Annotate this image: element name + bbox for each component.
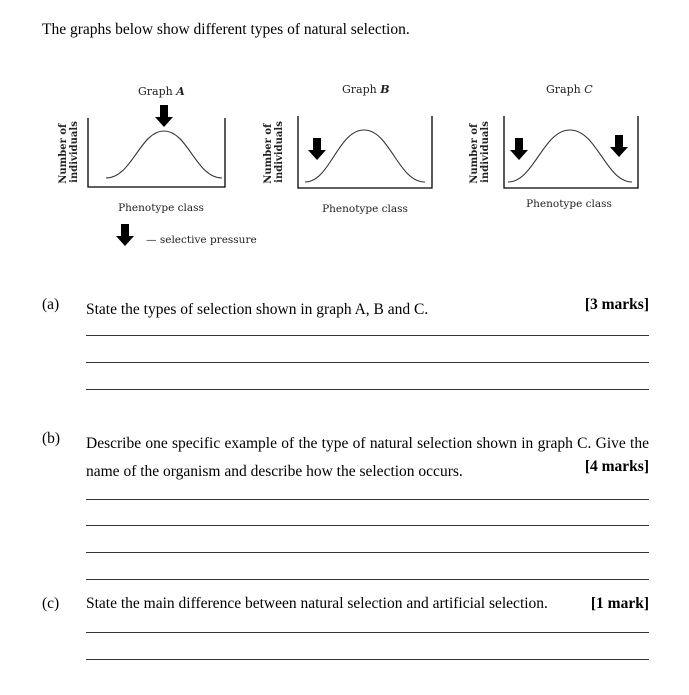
legend	[116, 224, 257, 246]
graph-b-curve	[305, 130, 425, 182]
answer-line[interactable]	[86, 335, 649, 336]
question-b-text: Describe one specific example of the type of natural selection shown in graph C. Give the name of the organism and describe how the selection occurs.	[86, 435, 649, 480]
graph-c-xlabel: Phenotype class	[526, 198, 612, 210]
graph-b-xlabel: Phenotype class	[322, 203, 408, 215]
graph-c-left-arrow-icon	[510, 138, 528, 160]
answer-line[interactable]	[86, 362, 649, 363]
answer-line[interactable]	[86, 632, 649, 633]
svg-text:Number of individuals: Number of individuals	[58, 121, 80, 184]
question-b-label: (b)	[42, 430, 61, 447]
graph-a-axes	[88, 118, 225, 187]
graph-a-xlabel: Phenotype class	[118, 202, 204, 214]
graph-a-title: Graph A	[138, 85, 185, 98]
question-b	[42, 430, 649, 490]
graph-b	[263, 83, 432, 215]
question-c-marks: [1 mark]	[590, 595, 649, 612]
graph-b-arrow-icon	[308, 138, 326, 160]
svg-text:Number of individuals: Number of individuals	[469, 121, 491, 184]
graph-c-right-arrow-icon	[610, 135, 628, 157]
answer-line[interactable]	[86, 525, 649, 526]
graph-b-title: Graph B	[342, 83, 390, 96]
question-a-marks: [3 marks]	[584, 296, 649, 313]
answer-line[interactable]	[86, 579, 649, 580]
question-c-text: State the main difference between natural selection and artificial selection.	[86, 595, 548, 612]
graph-a	[58, 85, 225, 214]
graph-c-curve	[508, 130, 632, 182]
question-a-text: State the types of selection shown in graph A, B and C.	[86, 301, 429, 318]
answer-line[interactable]	[86, 389, 649, 390]
legend-label: — selective pressure	[146, 234, 257, 246]
svg-text:Number of individuals: Number of individuals	[263, 121, 285, 184]
selective-pressure-arrow-icon	[116, 224, 134, 246]
graph-c	[469, 83, 638, 210]
graph-c-title: Graph C	[546, 83, 593, 96]
question-b-marks: [4 marks]	[584, 458, 649, 475]
answer-line[interactable]	[86, 499, 649, 500]
question-c-label: (c)	[42, 595, 60, 612]
graph-a-arrow-icon	[155, 105, 173, 127]
graph-a-curve	[106, 131, 222, 178]
selection-graphs-figure	[0, 0, 689, 260]
answer-line[interactable]	[86, 659, 649, 660]
question-a-label: (a)	[42, 296, 60, 313]
intro-text: The graphs below show different types of natural selection.	[42, 21, 410, 38]
answer-line[interactable]	[86, 552, 649, 553]
